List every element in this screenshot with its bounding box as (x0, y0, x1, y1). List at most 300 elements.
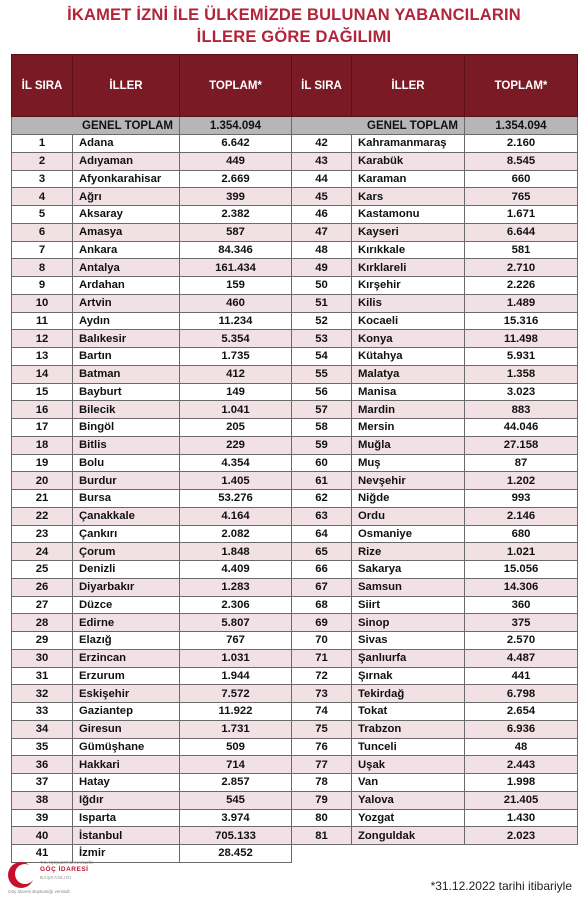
province-rank: 67 (292, 578, 352, 596)
province-total: 765 (465, 188, 578, 206)
province-rank: 32 (12, 685, 73, 703)
province-total: 21.405 (465, 791, 578, 809)
province-name: Ardahan (73, 277, 180, 295)
province-total: 53.276 (180, 490, 292, 508)
province-total: 7.572 (180, 685, 292, 703)
province-total: 1.405 (180, 472, 292, 490)
province-rank: 38 (12, 791, 73, 809)
province-rank: 69 (292, 614, 352, 632)
province-name: Şırnak (352, 667, 465, 685)
table-row (12, 685, 578, 703)
province-total: 375 (465, 614, 578, 632)
province-rank: 72 (292, 667, 352, 685)
province-total: 5.931 (465, 348, 578, 366)
province-rank: 42 (292, 135, 352, 153)
province-total: 48 (465, 738, 578, 756)
province-total: 1.735 (180, 348, 292, 366)
province-name: Rize (352, 543, 465, 561)
province-name: Elazığ (73, 632, 180, 650)
province-name: Batman (73, 365, 180, 383)
table-row (12, 188, 578, 206)
province-rank: 50 (292, 277, 352, 295)
province-name: Tokat (352, 703, 465, 721)
province-name: Samsun (352, 578, 465, 596)
province-name: Bartın (73, 348, 180, 366)
province-name: Osmaniye (352, 525, 465, 543)
province-total: 883 (465, 401, 578, 419)
province-name: Konya (352, 330, 465, 348)
province-rank: 15 (12, 383, 73, 401)
province-total: 1.202 (465, 472, 578, 490)
province-name: Yalova (352, 791, 465, 809)
province-rank: 78 (292, 774, 352, 792)
province-total: 1.021 (465, 543, 578, 561)
province-name: Denizli (73, 561, 180, 579)
table-row (12, 294, 578, 312)
province-rank: 68 (292, 596, 352, 614)
province-rank: 49 (292, 259, 352, 277)
province-name: Kırıkkale (352, 241, 465, 259)
province-name: Adana (73, 135, 180, 153)
province-rank: 26 (12, 578, 73, 596)
province-total: 2.226 (465, 277, 578, 295)
province-name: Uşak (352, 756, 465, 774)
province-name: Kırklareli (352, 259, 465, 277)
table-row (12, 774, 578, 792)
genel-toplam-value: 1.354.094 (180, 117, 292, 135)
province-total: 1.671 (465, 206, 578, 224)
province-rank: 43 (292, 152, 352, 170)
province-name: Kilis (352, 294, 465, 312)
province-name: Ankara (73, 241, 180, 259)
logo-agency-text: GÖÇ İDARESİ (40, 866, 89, 873)
goc-idaresi-logo (8, 858, 128, 898)
province-name: Kütahya (352, 348, 465, 366)
province-name: Edirne (73, 614, 180, 632)
province-total: 28.452 (180, 845, 292, 863)
province-name: Zonguldak (352, 827, 465, 845)
province-rank: 29 (12, 632, 73, 650)
header-toplam: TOPLAM* (180, 55, 292, 117)
table-row (12, 649, 578, 667)
province-total: 1.031 (180, 649, 292, 667)
province-rank: 41 (12, 845, 73, 863)
province-name: Karabük (352, 152, 465, 170)
province-rank: 44 (292, 170, 352, 188)
province-name: Antalya (73, 259, 180, 277)
province-name: Sakarya (352, 561, 465, 579)
table-row (12, 578, 578, 596)
province-table (11, 54, 578, 863)
province-name: Bolu (73, 454, 180, 472)
province-rank: 71 (292, 649, 352, 667)
province-total: 3.023 (465, 383, 578, 401)
province-rank: 74 (292, 703, 352, 721)
province-rank: 5 (12, 206, 73, 224)
province-total: 205 (180, 419, 292, 437)
header-iller-2: İLLER (352, 55, 465, 117)
province-rank: 16 (12, 401, 73, 419)
genel-toplam-label: GENEL TOPLAM (12, 117, 180, 135)
province-name: Niğde (352, 490, 465, 508)
province-name: Mersin (352, 419, 465, 437)
province-name: Şanlıurfa (352, 649, 465, 667)
header-toplam-2: TOPLAM* (465, 55, 578, 117)
province-total: 11.922 (180, 703, 292, 721)
province-total: 767 (180, 632, 292, 650)
table-row (12, 543, 578, 561)
province-name: İzmir (73, 845, 180, 863)
table-row (12, 507, 578, 525)
province-rank: 53 (292, 330, 352, 348)
province-rank: 18 (12, 436, 73, 454)
province-rank: 23 (12, 525, 73, 543)
province-rank: 45 (292, 188, 352, 206)
province-name: Gümüşhane (73, 738, 180, 756)
province-total: 714 (180, 756, 292, 774)
province-rank: 30 (12, 649, 73, 667)
province-name: Bitlis (73, 436, 180, 454)
province-rank: 20 (12, 472, 73, 490)
province-name: Manisa (352, 383, 465, 401)
province-name: Çanakkale (73, 507, 180, 525)
province-name: Sivas (352, 632, 465, 650)
province-name: Kayseri (352, 223, 465, 241)
province-rank: 31 (12, 667, 73, 685)
table-row (12, 561, 578, 579)
province-total: 449 (180, 152, 292, 170)
table-row (12, 525, 578, 543)
province-total: 149 (180, 383, 292, 401)
province-total: 1.848 (180, 543, 292, 561)
page-title-line1: İKAMET İZNİ İLE ÜLKEMİZDE BULUNAN YABANCILARIN (67, 6, 521, 24)
province-name: Van (352, 774, 465, 792)
province-rank: 9 (12, 277, 73, 295)
province-name: Kırşehir (352, 277, 465, 295)
province-name: Bingöl (73, 419, 180, 437)
crescent-cutout (15, 864, 35, 884)
province-name: Hatay (73, 774, 180, 792)
province-name: Çorum (73, 543, 180, 561)
table-row (12, 312, 578, 330)
province-rank: 17 (12, 419, 73, 437)
province-name: Adıyaman (73, 152, 180, 170)
table-row (12, 259, 578, 277)
province-rank: 54 (292, 348, 352, 366)
province-total: 1.944 (180, 667, 292, 685)
province-rank: 24 (12, 543, 73, 561)
province-total: 509 (180, 738, 292, 756)
province-total: 4.487 (465, 649, 578, 667)
province-total: 993 (465, 490, 578, 508)
province-total: 1.998 (465, 774, 578, 792)
province-total: 680 (465, 525, 578, 543)
province-total: 14.306 (465, 578, 578, 596)
province-total: 412 (180, 365, 292, 383)
province-total: 581 (465, 241, 578, 259)
province-total: 705.133 (180, 827, 292, 845)
province-name: Iğdır (73, 791, 180, 809)
province-name: Düzce (73, 596, 180, 614)
province-rank: 14 (12, 365, 73, 383)
province-name: Trabzon (352, 720, 465, 738)
header-il-sira-2: İL SIRA (292, 55, 352, 117)
page-title-line2: İLLERE GÖRE DAĞILIMI (196, 28, 392, 46)
province-name: Bursa (73, 490, 180, 508)
province-rank: 73 (292, 685, 352, 703)
province-name: Siirt (352, 596, 465, 614)
province-total: 4.409 (180, 561, 292, 579)
province-rank: 3 (12, 170, 73, 188)
table-row (12, 720, 578, 738)
province-total: 11.234 (180, 312, 292, 330)
province-rank: 79 (292, 791, 352, 809)
province-rank: 7 (12, 241, 73, 259)
footnote-date: *31.12.2022 tarihi itibariyle (430, 879, 572, 893)
province-total: 660 (465, 170, 578, 188)
header-row (12, 55, 578, 117)
province-rank: 35 (12, 738, 73, 756)
province-name: Ordu (352, 507, 465, 525)
province-rank: 10 (12, 294, 73, 312)
province-rank: 57 (292, 401, 352, 419)
province-total: 2.857 (180, 774, 292, 792)
province-total: 1.731 (180, 720, 292, 738)
table-row (12, 401, 578, 419)
province-rank: 39 (12, 809, 73, 827)
province-name: Kocaeli (352, 312, 465, 330)
genel-toplam-label-2: GENEL TOPLAM (292, 117, 465, 135)
province-name: Erzurum (73, 667, 180, 685)
province-total: 2.382 (180, 206, 292, 224)
province-total: 11.498 (465, 330, 578, 348)
province-name: Sinop (352, 614, 465, 632)
province-rank: 19 (12, 454, 73, 472)
province-total: 441 (465, 667, 578, 685)
table-row (12, 152, 578, 170)
province-name: Kastamonu (352, 206, 465, 224)
province-name: Artvin (73, 294, 180, 312)
province-total: 6.936 (465, 720, 578, 738)
province-rank: 40 (12, 827, 73, 845)
province-rank: 33 (12, 703, 73, 721)
province-name: Afyonkarahisar (73, 170, 180, 188)
province-name: Kahramanmaraş (352, 135, 465, 153)
province-total: 4.354 (180, 454, 292, 472)
province-total: 1.430 (465, 809, 578, 827)
province-rank: 8 (12, 259, 73, 277)
province-total: 2.160 (465, 135, 578, 153)
logo-presidency-text: BAŞKANLIĞI (40, 875, 72, 880)
province-name: Gaziantep (73, 703, 180, 721)
province-name: Amasya (73, 223, 180, 241)
table-row (12, 614, 578, 632)
table-row (12, 419, 578, 437)
province-rank: 64 (292, 525, 352, 543)
logo-ministry-text: T.C. İÇİŞLERİ BAKANLIĞI (40, 860, 94, 865)
province-total: 3.974 (180, 809, 292, 827)
province-name: Muş (352, 454, 465, 472)
table-row (12, 330, 578, 348)
province-name: Isparta (73, 809, 180, 827)
table-row (12, 135, 578, 153)
province-rank: 52 (292, 312, 352, 330)
province-rank: 63 (292, 507, 352, 525)
province-name: Malatya (352, 365, 465, 383)
table-row (12, 738, 578, 756)
table-row (12, 383, 578, 401)
header-il-sira: İL SIRA (12, 55, 73, 117)
province-total: 1.358 (465, 365, 578, 383)
province-rank: 80 (292, 809, 352, 827)
table-row (12, 348, 578, 366)
province-rank: 28 (12, 614, 73, 632)
table-row (12, 667, 578, 685)
genel-toplam-value-2: 1.354.094 (465, 117, 578, 135)
province-total: 2.082 (180, 525, 292, 543)
province-total: 360 (465, 596, 578, 614)
province-rank: 56 (292, 383, 352, 401)
province-rank: 65 (292, 543, 352, 561)
province-rank: 34 (12, 720, 73, 738)
province-name: Aksaray (73, 206, 180, 224)
province-name: Burdur (73, 472, 180, 490)
province-rank: 6 (12, 223, 73, 241)
province-rank: 11 (12, 312, 73, 330)
province-name: Aydın (73, 312, 180, 330)
province-name: Giresun (73, 720, 180, 738)
province-total: 2.570 (465, 632, 578, 650)
province-rank: 76 (292, 738, 352, 756)
province-total: 4.164 (180, 507, 292, 525)
province-total: 44.046 (465, 419, 578, 437)
province-total: 6.644 (465, 223, 578, 241)
province-name: Bilecik (73, 401, 180, 419)
province-total: 6.798 (465, 685, 578, 703)
table-row (12, 703, 578, 721)
province-rank: 37 (12, 774, 73, 792)
province-name: Mardin (352, 401, 465, 419)
province-total: 159 (180, 277, 292, 295)
table-row (12, 241, 578, 259)
province-rank: 48 (292, 241, 352, 259)
province-total: 2.443 (465, 756, 578, 774)
table-row (12, 277, 578, 295)
province-total: 2.023 (465, 827, 578, 845)
table-row (12, 490, 578, 508)
province-total: 1.041 (180, 401, 292, 419)
province-name: İstanbul (73, 827, 180, 845)
province-rank: 36 (12, 756, 73, 774)
province-name: Yozgat (352, 809, 465, 827)
province-rank: 75 (292, 720, 352, 738)
province-name: Bayburt (73, 383, 180, 401)
province-total: 84.346 (180, 241, 292, 259)
province-rank: 60 (292, 454, 352, 472)
table-row (12, 809, 578, 827)
province-rank: 70 (292, 632, 352, 650)
province-total: 27.158 (465, 436, 578, 454)
table-row (12, 596, 578, 614)
province-total: 15.056 (465, 561, 578, 579)
table-row (12, 206, 578, 224)
province-total: 5.807 (180, 614, 292, 632)
province-total: 1.489 (465, 294, 578, 312)
province-rank: 22 (12, 507, 73, 525)
province-total: 1.283 (180, 578, 292, 596)
empty-cell (292, 845, 578, 863)
province-rank: 25 (12, 561, 73, 579)
province-rank: 27 (12, 596, 73, 614)
genel-toplam-row (12, 117, 578, 135)
table-row (12, 827, 578, 845)
province-name: Diyarbakır (73, 578, 180, 596)
table-row (12, 436, 578, 454)
province-total: 2.146 (465, 507, 578, 525)
province-total: 6.642 (180, 135, 292, 153)
province-total: 2.654 (465, 703, 578, 721)
table-row (12, 223, 578, 241)
province-name: Erzincan (73, 649, 180, 667)
province-total: 545 (180, 791, 292, 809)
province-rank: 77 (292, 756, 352, 774)
province-name: Kars (352, 188, 465, 206)
table-row (12, 632, 578, 650)
province-rank: 46 (292, 206, 352, 224)
table-row (12, 365, 578, 383)
province-rank: 1 (12, 135, 73, 153)
province-name: Muğla (352, 436, 465, 454)
province-rank: 62 (292, 490, 352, 508)
province-total: 2.710 (465, 259, 578, 277)
province-rank: 61 (292, 472, 352, 490)
table-row (12, 756, 578, 774)
province-total: 460 (180, 294, 292, 312)
province-total: 8.545 (465, 152, 578, 170)
province-total: 399 (180, 188, 292, 206)
province-rank: 21 (12, 490, 73, 508)
table-row (12, 170, 578, 188)
province-name: Tunceli (352, 738, 465, 756)
table-row (12, 472, 578, 490)
province-rank: 59 (292, 436, 352, 454)
province-total: 15.316 (465, 312, 578, 330)
province-name: Eskişehir (73, 685, 180, 703)
province-rank: 2 (12, 152, 73, 170)
province-rank: 13 (12, 348, 73, 366)
province-rank: 12 (12, 330, 73, 348)
province-rank: 55 (292, 365, 352, 383)
province-name: Tekirdağ (352, 685, 465, 703)
table-row (12, 454, 578, 472)
province-total: 87 (465, 454, 578, 472)
logo-source-text: Göç İdaresi Başkanlığı verisidir. (8, 889, 72, 894)
province-total: 5.354 (180, 330, 292, 348)
province-name: Ağrı (73, 188, 180, 206)
province-total: 229 (180, 436, 292, 454)
province-name: Karaman (352, 170, 465, 188)
province-name: Çankırı (73, 525, 180, 543)
province-rank: 58 (292, 419, 352, 437)
province-rank: 81 (292, 827, 352, 845)
table-row (12, 791, 578, 809)
province-rank: 4 (12, 188, 73, 206)
province-name: Balıkesir (73, 330, 180, 348)
province-name: Hakkari (73, 756, 180, 774)
province-total: 587 (180, 223, 292, 241)
province-total: 2.306 (180, 596, 292, 614)
province-name: Nevşehir (352, 472, 465, 490)
